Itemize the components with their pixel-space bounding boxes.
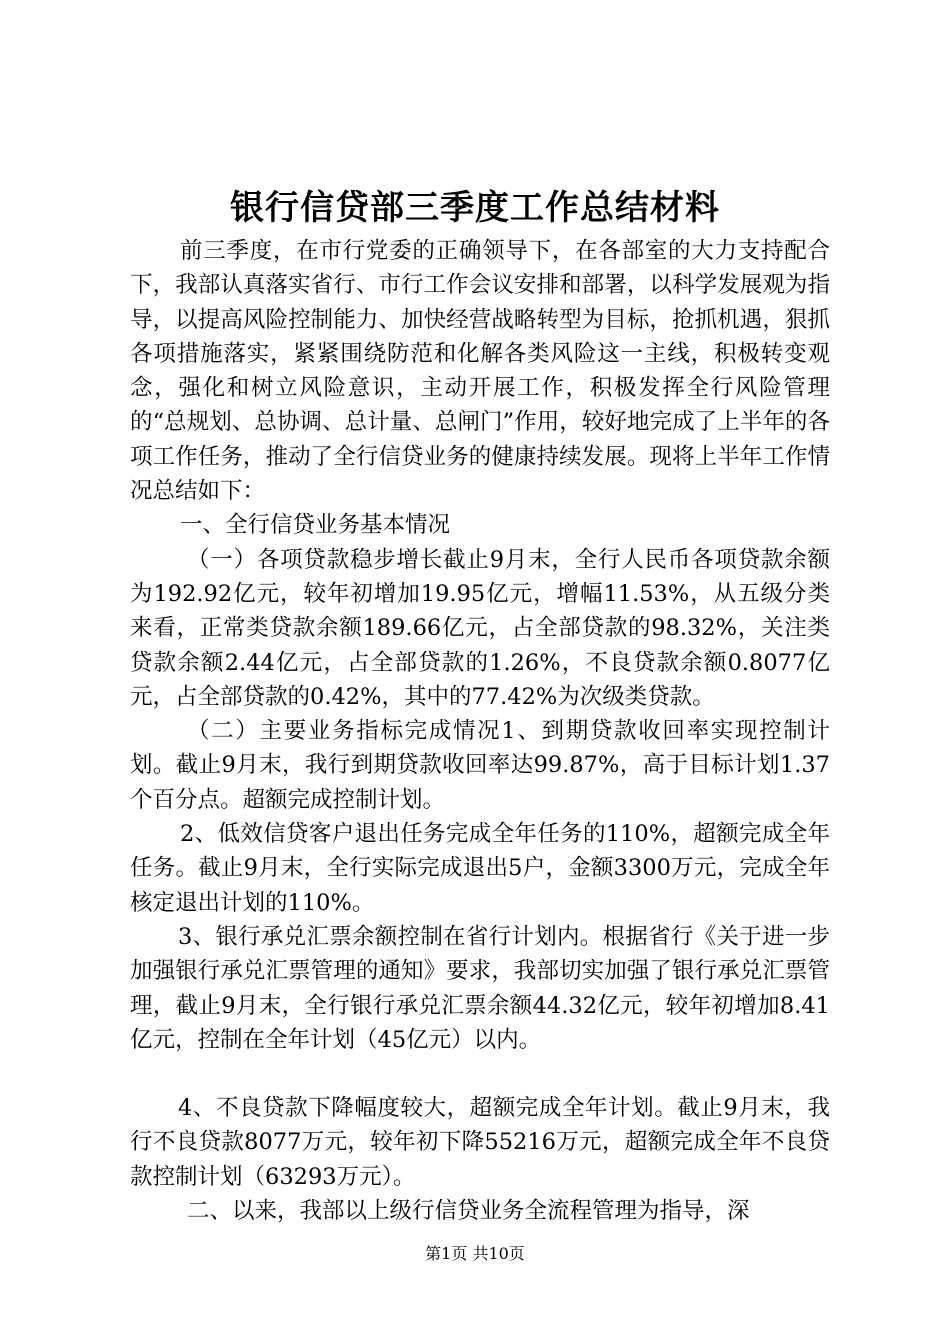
section-heading-2: 二、以来，我部以上级行信贷业务全流程管理为指导，深 [187, 1198, 750, 1225]
paragraph-acceptance-bills: 3、银行承兑汇票余额控制在省行计划内。根据省行《关于进一步加强银行承兑汇票管理的通知》要求，我部切实加强了银行承兑汇票管理，截止9月末，全行银行承兑汇票余额44.32亿元，较年初增加8.41亿元，控制在全年计划（45亿元）以内。 [130, 923, 830, 1053]
paragraph-intro: 前三季度，在市行党委的正确领导下，在各部室的大力支持配合下，我部认真落实省行、市行工作会议安排和部署，以科学发展观为指导，以提高风险控制能力、加快经营战略转型为目标，抢抓机遇，狠抓各项措施落实，紧紧围绕防范和化解各类风险这一主线，积极转变观念，强化和树立风险意识，主动开展工作，积极发挥全行风险管理的“总规划、总协调、总计量、总闸门”作用，较好地完成了上半年的各项工作任务，推动了全行信贷业务的健康持续发展。现将上半年工作情况总结如下： [130, 238, 830, 505]
document-title: 银行信贷部三季度工作总结材料 [230, 188, 720, 228]
document-body [130, 234, 830, 1228]
section-heading-1: 一、全行信贷业务基本情况 [180, 512, 451, 539]
paragraph-gap [130, 1057, 830, 1091]
paragraph-low-efficiency-exit: 2、低效信贷客户退出任务完成全年任务的110%，超额完成全年任务。截止9月末，全行实际完成退出5户，金额3300万元，完成全年核定退出计划的110%。 [130, 821, 830, 916]
page-number-footer: 第1页 共10页 [425, 1244, 525, 1263]
paragraph-nonperforming-loans: 4、不良贷款下降幅度较大，超额完成全年计划。截止9月末，我行不良贷款8077万元，较年初下降55216万元，超额完成全年不良贷款控制计划（63293万元）。 [130, 1095, 830, 1190]
paragraph-loans-growth: （一）各项贷款稳步增长截止9月末，全行人民币各项贷款余额为192.92亿元，较年初增加19.95亿元，增幅11.53%，从五级分类来看，正常类贷款余额189.66亿元，占全部贷款的98.32%，关注类贷款余额2.44亿元，占全部贷款的1.26%，不良贷款余额0.8077亿元，占全部贷款的0.42%，其中的77.42%为次级类贷款。 [130, 546, 830, 710]
paragraph-main-indicators: （二）主要业务指标完成情况1、到期贷款收回率实现控制计划。截止9月末，我行到期贷款收回率达99.87%，高于目标计划1.37个百分点。超额完成控制计划。 [130, 718, 830, 813]
